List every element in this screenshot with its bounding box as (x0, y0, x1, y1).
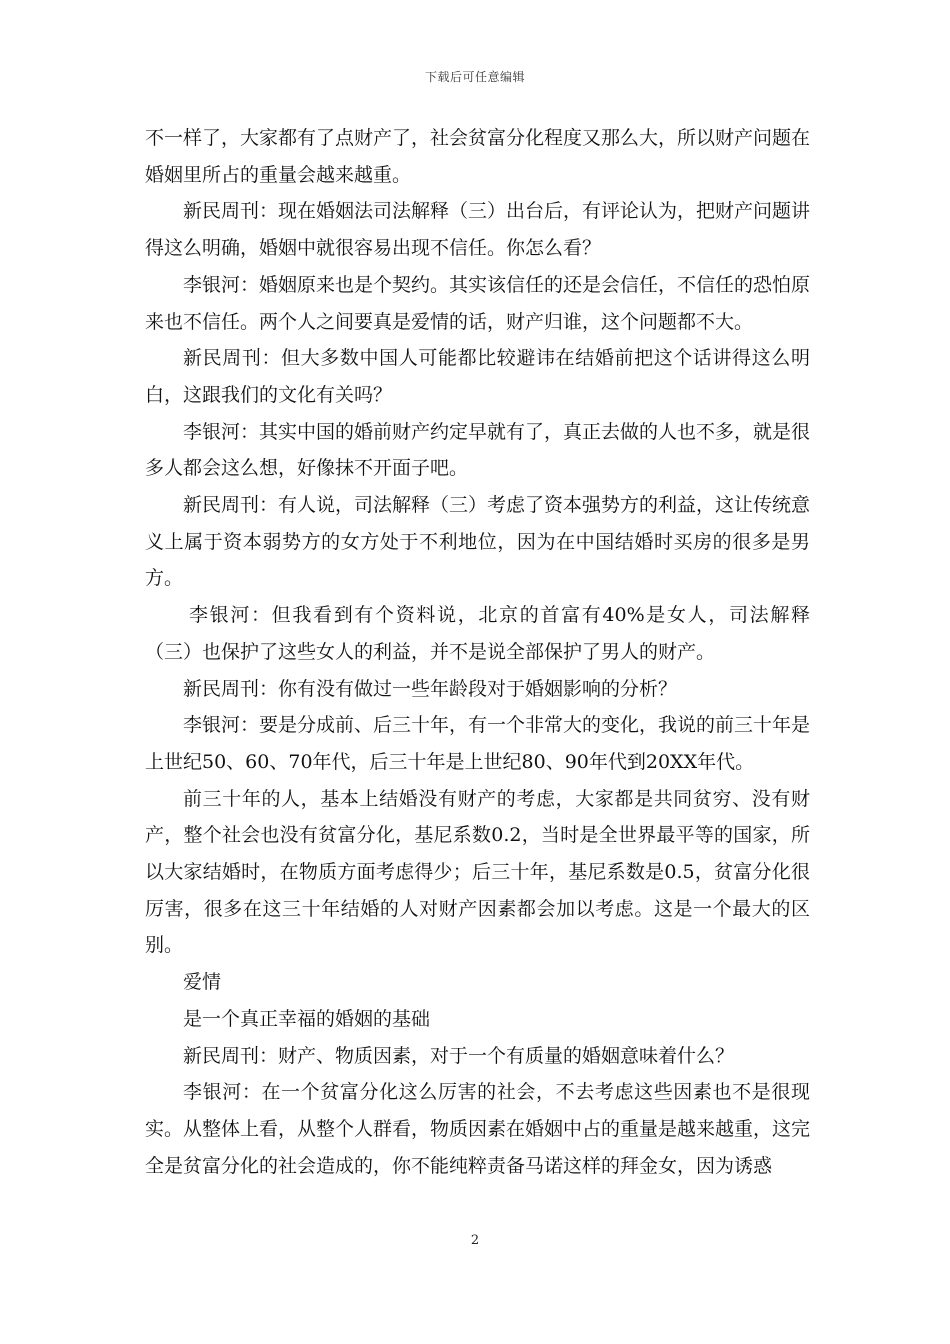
paragraph-question: 新民周刊：现在婚姻法司法解释（三）出台后，有评论认为，把财产问题讲得这么明确，婚姻中就很容易出现不信任。你怎么看？ (145, 200, 811, 260)
page-number: 2 (470, 1233, 480, 1248)
paragraph-question: 新民周刊：有人说，司法解释（三）考虑了资本强势方的利益，这让传统意义上属于资本弱势方的女方处于不利地位，因为在中国结婚时买房的很多是男方。 (145, 494, 811, 590)
section-heading-line-1: 爱情 (183, 971, 222, 994)
paragraph-answer: 李银河：婚姻原来也是个契约。其实该信任的还是会信任，不信任的恐怕原来也不信任。两个人之间要真是爱情的话，财产归谁，这个问题都不大。 (145, 273, 811, 333)
paragraph-answer: 李银河：在一个贫富分化这么厉害的社会，不去考虑这些因素也不是很现实。从整体上看，从整个人群看，物质因素在婚姻中占的重量是越来越重，这完全是贫富分化的社会造成的，你不能纯粹责备马诺这样的拜金女，因为诱惑 (145, 1081, 811, 1177)
document-body (145, 120, 810, 1184)
paragraph-question: 新民周刊：你有没有做过一些年龄段对于婚姻影响的分析？ (183, 677, 678, 700)
paragraph-continuation: 不一样了，大家都有了点财产了，社会贫富分化程度又那么大，所以财产问题在婚姻里所占的重量会越来越重。 (145, 127, 811, 186)
paragraph-question: 新民周刊：但大多数中国人可能都比较避讳在结婚前把这个话讲得这么明白，这跟我们的文化有关吗？ (145, 347, 810, 406)
paragraph-answer: 李银河：要是分成前、后三十年，有一个非常大的变化，我说的前三十年是上世纪50、60、70年代，后三十年是上世纪80、90年代到20XX年代。 (145, 714, 811, 773)
section-heading-line-2: 是一个真正幸福的婚姻的基础 (183, 1007, 431, 1030)
paragraph-answer: 李银河：其实中国的婚前财产约定早就有了，真正去做的人也不多，就是很多人都会这么想，好像抹不开面子吧。 (145, 420, 811, 480)
page-header-note: 下载后可任意编辑 (424, 70, 525, 84)
paragraph-body: 前三十年的人，基本上结婚没有财产的考虑，大家都是共同贫穷、没有财产，整个社会也没有贫富分化，基尼系数0.2，当时是全世界最平等的国家，所以大家结婚时，在物质方面考虑得少；后三十年，基尼系数是0.5，贫富分化很厉害，很多在这三十年结婚的人对财产因素都会加以考虑。这是一个最大的区别。 (145, 787, 810, 957)
paragraph-answer: 李银河：但我看到有个资料说，北京的首富有40%是女人，司法解释（三）也保护了这些女人的利益，并不是说全部保护了男人的财产。 (145, 604, 810, 663)
paragraph-question: 新民周刊：财产、物质因素，对于一个有质量的婚姻意味着什么？ (183, 1044, 735, 1067)
